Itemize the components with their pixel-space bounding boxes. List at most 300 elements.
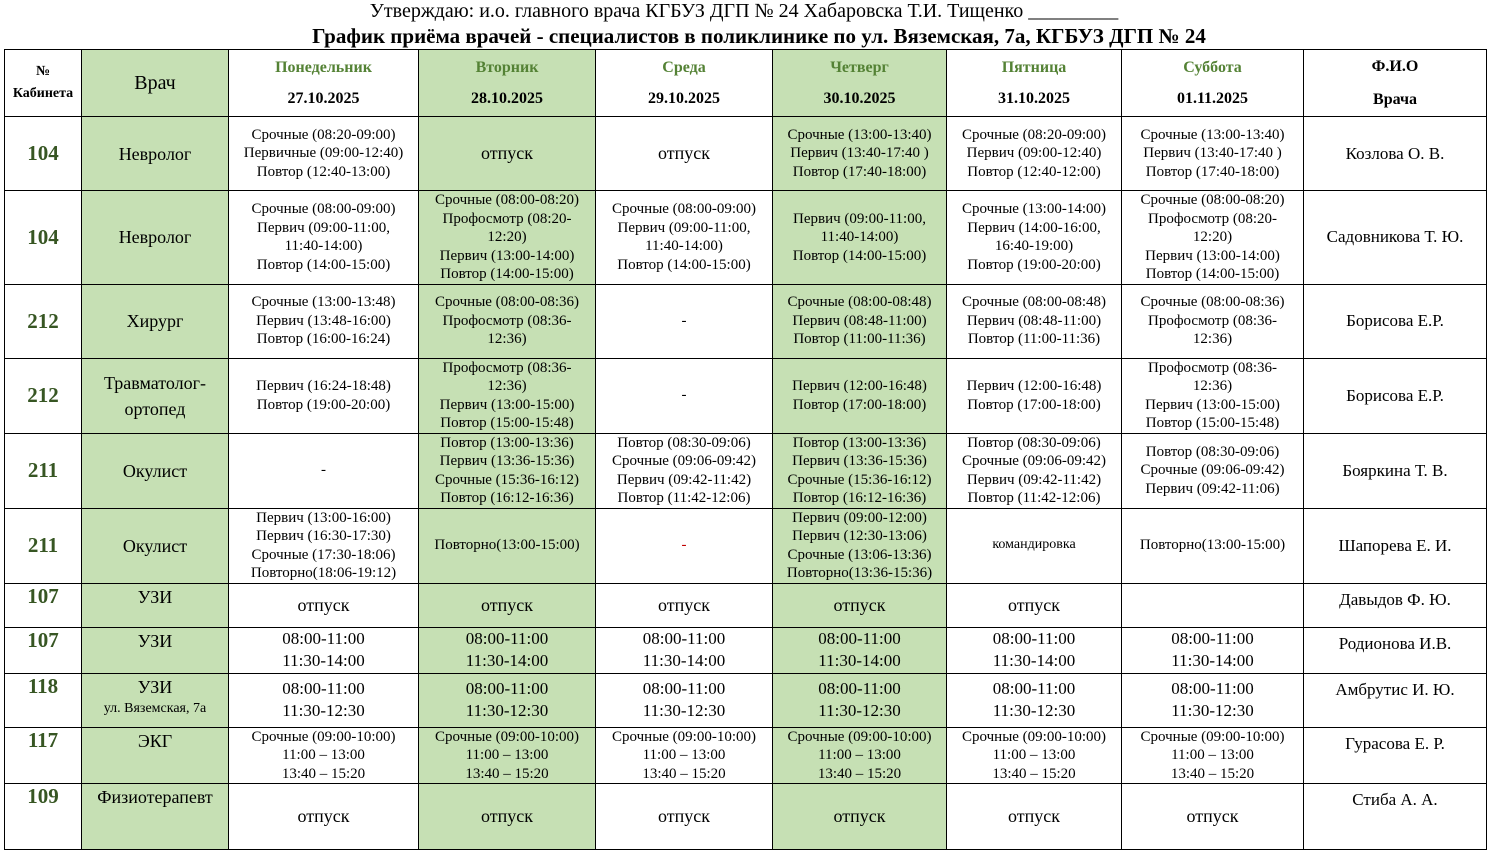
schedule-line: 11:30-12:30 <box>642 701 726 720</box>
schedule-cell <box>947 673 1122 727</box>
schedule-line: Первичные (09:00-12:40) <box>243 145 404 162</box>
schedule-line: Срочные (08:00-08:48) <box>787 294 932 311</box>
schedule-line: Повтор (11:00-11:36) <box>967 331 1101 348</box>
header-day-0 <box>229 50 419 117</box>
schedule-line: 13:40 – 15:20 <box>817 765 902 782</box>
schedule-line: Повторно(13:00-15:00) <box>434 537 580 554</box>
schedule-line: 13:40 – 15:20 <box>1170 765 1255 782</box>
schedule-line: Срочные (08:00-08:20) <box>1140 192 1285 208</box>
schedule-line: Повтор (19:00-20:00) <box>256 396 391 413</box>
schedule-line: отпуск <box>1008 806 1060 827</box>
doctor-fio: Борисова Е.Р. <box>1304 358 1487 433</box>
schedule-cell <box>773 117 947 191</box>
doctor-specialty <box>82 727 229 784</box>
schedule-line: 08:00-11:00 <box>465 679 549 698</box>
schedule-cell <box>1122 191 1304 285</box>
schedule-line: Срочные (08:00-08:36) <box>435 294 579 311</box>
schedule-cell <box>596 784 773 850</box>
specialty-label: Физиотерапевт <box>97 787 213 807</box>
approval-line: Утверждаю: и.о. главного врача КГБУЗ ДГП № 24 Хабаровска Т.И. Тищенко _________ <box>369 0 1119 22</box>
schedule-cell <box>229 583 419 627</box>
schedule-cell <box>947 508 1122 583</box>
doctor-fio: Давыдов Ф. Ю. <box>1304 583 1487 627</box>
doctor-fio: Козлова О. В. <box>1304 117 1487 191</box>
schedule-cell <box>229 117 419 191</box>
schedule-line: Первич (16:24-18:48) <box>256 378 391 394</box>
schedule-cell <box>1122 284 1304 358</box>
schedule-line: Повтор (15:00-15:48) <box>1145 415 1280 431</box>
schedule-line: Срочные (08:00-09:00) <box>251 201 396 218</box>
schedule-line: Повтор (08:30-09:06) <box>617 434 751 451</box>
schedule-line: 11:30-12:30 <box>1171 701 1254 720</box>
doctor-specialty <box>82 583 229 627</box>
schedule-cell <box>229 673 419 727</box>
cabinet-number: 118 <box>5 673 82 727</box>
schedule-line: Срочные (09:06-09:42) <box>1140 462 1285 479</box>
schedule-line: отпуск <box>658 806 710 827</box>
schedule-line: 11:00 – 13:00 <box>642 747 726 763</box>
schedule-line: 08:00-11:00 <box>642 629 726 648</box>
schedule-line: Срочные (15:36-16:12) <box>787 471 932 488</box>
schedule-line: отпуск <box>833 806 886 827</box>
schedule-line: Срочные (08:20-09:00) <box>962 126 1106 143</box>
specialty-label: Хирург <box>126 311 184 331</box>
schedule-line: Повтор (14:00-15:00) <box>792 247 927 264</box>
schedule-cell <box>229 627 419 673</box>
schedule-line: Первич (09:42-11:42) <box>966 471 1102 488</box>
schedule-cell <box>596 358 773 433</box>
header-fio <box>1304 50 1487 117</box>
doctor-specialty <box>82 284 229 358</box>
day-name: Пятница <box>1001 58 1067 76</box>
schedule-cell <box>947 191 1122 285</box>
schedule-cell <box>773 673 947 727</box>
schedule-line: 11:30-12:30 <box>282 701 365 720</box>
schedule-cell <box>596 673 773 727</box>
header-day-2 <box>596 50 773 117</box>
schedule-cell <box>1122 784 1304 850</box>
schedule-cell <box>229 784 419 850</box>
day-date: 28.10.2025 <box>471 89 543 107</box>
doctor-specialty <box>82 358 229 433</box>
schedule-line: - <box>681 387 687 404</box>
header-cabinet-number: № <box>35 64 51 79</box>
schedule-cell <box>596 117 773 191</box>
schedule-line: Первич (09:42-11:42) <box>616 471 752 488</box>
schedule-line: 12:36) <box>487 331 527 348</box>
schedule-line: Срочные (13:00-13:40) <box>787 126 932 143</box>
schedule-line: 11:30-12:30 <box>818 701 901 720</box>
schedule-cell <box>773 583 947 627</box>
schedule-line: - <box>321 462 326 479</box>
schedule-line: 11:30-12:30 <box>465 701 549 720</box>
schedule-line: Повтор (14:00-15:00) <box>440 266 574 282</box>
doctor-fio: Шапорева Е. И. <box>1304 508 1487 583</box>
schedule-line: Срочные (09:00-10:00) <box>1140 728 1285 745</box>
schedule-line: Повтор (17:00-18:00) <box>967 396 1101 413</box>
schedule-line: Повтор (16:00-16:24) <box>256 331 391 348</box>
doctor-fio: Бояркина Т. В. <box>1304 433 1487 508</box>
schedule-line: Профосмотр (08:20- <box>442 210 572 227</box>
schedule-cell <box>229 358 419 433</box>
day-name: Вторник <box>475 58 539 76</box>
schedule-cell <box>947 627 1122 673</box>
schedule-line: Первич (13:40-17:40 ) <box>1143 145 1282 162</box>
specialty-label: Невролог <box>118 143 192 164</box>
schedule-line: Первич (13:48-16:00) <box>256 312 391 329</box>
schedule-line: 08:00-11:00 <box>818 679 901 698</box>
schedule-line: - <box>681 537 687 554</box>
schedule-line: Первич (12:00-16:48) <box>966 378 1102 394</box>
schedule-line: Повтор (17:40-18:00) <box>1145 163 1280 180</box>
schedule-cell <box>419 358 596 433</box>
schedule-line: Первич (14:00-16:00, <box>967 219 1101 236</box>
schedule-line: Первич (09:00-12:00) <box>792 509 927 526</box>
day-date: 27.10.2025 <box>287 89 360 107</box>
schedule-line: Повтор (17:40-18:00) <box>792 163 927 180</box>
schedule-line: командировка <box>992 537 1076 553</box>
cabinet-number: 107 <box>5 627 82 673</box>
day-date: 31.10.2025 <box>998 89 1070 107</box>
cabinet-number: 211 <box>5 433 82 508</box>
schedule-row <box>5 627 1487 673</box>
day-name: Суббота <box>1183 58 1242 76</box>
schedule-line: 11:30-14:00 <box>282 651 365 670</box>
schedule-line: 12:20) <box>487 229 527 245</box>
schedule-line: Повтор (08:30-09:06) <box>1145 443 1280 460</box>
cabinet-number: 104 <box>5 117 82 191</box>
schedule-line: Повтор (13:00-13:36) <box>440 434 574 451</box>
schedule-line: 08:00-11:00 <box>992 679 1076 698</box>
schedule-cell <box>419 508 596 583</box>
header-fio-label: Ф.И.О <box>1371 58 1419 75</box>
schedule-line: Повтор (11:00-11:36) <box>793 331 926 348</box>
schedule-line: 12:36) <box>487 378 527 394</box>
doctor-fio: Гурасова Е. Р. <box>1304 727 1487 784</box>
schedule-row <box>5 673 1487 727</box>
schedule-cell <box>947 583 1122 627</box>
schedule-line: 11:30-14:00 <box>1171 651 1254 670</box>
schedule-line: 11:40-14:00) <box>645 238 723 255</box>
schedule-cell <box>947 433 1122 508</box>
schedule-line: Повтор (17:00-18:00) <box>792 396 927 413</box>
schedule-cell <box>596 433 773 508</box>
doctor-fio: Амбрутис И. Ю. <box>1304 673 1487 727</box>
schedule-cell <box>1122 508 1304 583</box>
schedule-line: 11:30-14:00 <box>992 651 1076 670</box>
schedule-line: Срочные (13:00-14:00) <box>962 201 1106 218</box>
cabinet-number: 212 <box>5 284 82 358</box>
schedule-cell <box>596 508 773 583</box>
schedule-cell <box>1122 627 1304 673</box>
schedule-cell <box>596 284 773 358</box>
schedule-row <box>5 358 1487 433</box>
schedule-line: Первич (13:00-15:00) <box>1145 396 1280 413</box>
specialty-sublabel: ул. Вяземская, 7а <box>103 700 207 716</box>
cabinet-number: 117 <box>5 727 82 784</box>
day-name: Четверг <box>830 58 889 76</box>
schedule-line: 12:36) <box>1192 331 1233 348</box>
schedule-line: 11:00 – 13:00 <box>992 747 1076 763</box>
schedule-line: - <box>681 312 687 329</box>
schedule-line: Повтор (08:30-09:06) <box>967 434 1101 451</box>
schedule-cell <box>596 627 773 673</box>
schedule-table <box>4 49 1487 850</box>
schedule-body <box>5 117 1487 850</box>
schedule-line: отпуск <box>1186 806 1239 827</box>
schedule-line: Повтор (14:00-15:00) <box>617 256 751 273</box>
schedule-cell <box>773 627 947 673</box>
schedule-line: Срочные (17:30-18:06) <box>251 546 396 563</box>
schedule-row <box>5 191 1487 285</box>
schedule-line: Повторно(18:06-19:12) <box>250 565 397 581</box>
schedule-line: Срочные (08:00-08:36) <box>1140 294 1285 311</box>
schedule-line: Повтор (19:00-20:00) <box>967 256 1101 273</box>
schedule-line: 11:00 – 13:00 <box>1171 747 1254 763</box>
schedule-line: Повторно(13:36-15:36) <box>786 565 933 581</box>
schedule-line: 08:00-11:00 <box>282 679 365 698</box>
schedule-line: 11:30-14:00 <box>818 651 901 670</box>
schedule-line: 12:36) <box>1192 378 1233 394</box>
schedule-cell <box>419 284 596 358</box>
schedule-line: 13:40 – 15:20 <box>642 765 726 782</box>
schedule-cell <box>419 191 596 285</box>
schedule-line: отпуск <box>1008 594 1060 615</box>
schedule-line: Срочные (09:06-09:42) <box>612 453 756 469</box>
schedule-line: 08:00-11:00 <box>282 629 365 648</box>
specialty-label: УЗИ <box>137 586 173 607</box>
specialty-label: ЭКГ <box>137 730 173 751</box>
schedule-row <box>5 284 1487 358</box>
schedule-line: Повтор (14:00-15:00) <box>1145 266 1280 282</box>
specialty-label: Невролог <box>118 227 192 248</box>
schedule-line: Срочные (13:06-13:36) <box>787 546 932 563</box>
schedule-line: Первич (16:30-17:30) <box>256 528 391 544</box>
schedule-cell <box>773 191 947 285</box>
schedule-line: Повтор (13:00-13:36) <box>792 434 927 451</box>
schedule-line: Первич (09:42-11:06) <box>1145 480 1280 497</box>
schedule-line: Повтор (11:42-12:06) <box>617 490 751 506</box>
schedule-cell <box>596 727 773 784</box>
schedule-cell <box>947 117 1122 191</box>
schedule-line: Повтор (11:42-12:06) <box>967 490 1101 506</box>
header-doctor: Врач <box>82 50 229 117</box>
schedule-cell <box>419 727 596 784</box>
schedule-line: 11:00 – 13:00 <box>282 747 365 763</box>
schedule-cell <box>1122 673 1304 727</box>
doctor-fio: Борисова Е.Р. <box>1304 284 1487 358</box>
schedule-line: Срочные (09:00-10:00) <box>435 728 579 745</box>
doctor-specialty <box>82 784 229 850</box>
schedule-line: Повторно(13:00-15:00) <box>1139 537 1286 554</box>
schedule-cell <box>419 673 596 727</box>
schedule-line: 08:00-11:00 <box>992 629 1076 648</box>
schedule-row <box>5 433 1487 508</box>
day-date: 29.10.2025 <box>648 89 720 107</box>
schedule-line: Профосмотр (08:20- <box>1147 210 1278 227</box>
schedule-line: Первич (08:48-11:00) <box>792 312 927 329</box>
schedule-line: Первич (09:00-11:00, <box>257 219 390 236</box>
schedule-cell <box>947 784 1122 850</box>
schedule-cell <box>1122 727 1304 784</box>
doctor-fio: Стиба А. А. <box>1304 784 1487 850</box>
schedule-cell <box>947 284 1122 358</box>
schedule-cell <box>773 784 947 850</box>
schedule-line: Повтор (12:40-12:00) <box>967 163 1101 180</box>
schedule-line: Повтор (12:40-13:00) <box>256 163 391 180</box>
header-row <box>5 50 1487 117</box>
schedule-line: отпуск <box>297 806 350 827</box>
schedule-line: отпуск <box>481 806 533 827</box>
schedule-line: Первич (09:00-12:40) <box>966 145 1102 162</box>
cabinet-number: 107 <box>5 583 82 627</box>
doctor-specialty <box>82 433 229 508</box>
schedule-line: 08:00-11:00 <box>465 629 549 648</box>
schedule-line: Профосмотр (08:36- <box>1147 312 1278 329</box>
schedule-line: Первич (13:36-15:36) <box>439 453 575 469</box>
specialty-label: Окулист <box>122 535 188 556</box>
schedule-line: 13:40 – 15:20 <box>992 765 1076 782</box>
schedule-line: Срочные (08:00-08:48) <box>962 294 1106 311</box>
schedule-line: 16:40-19:00) <box>994 238 1074 255</box>
schedule-line: 11:00 – 13:00 <box>465 747 549 763</box>
schedule-line: 11:40-14:00) <box>284 238 363 255</box>
specialty-label: УЗИ <box>137 676 173 697</box>
schedule-line: Первич (12:30-13:06) <box>792 528 927 544</box>
page-title: График приёма врачей - специалистов в поликлинике по ул. Вяземская, 7а, КГБУЗ ДГП № 24 <box>312 24 1206 48</box>
schedule-cell <box>229 727 419 784</box>
schedule-line: Первич (08:48-11:00) <box>966 312 1102 329</box>
schedule-line: отпуск <box>297 594 350 615</box>
schedule-cell <box>1122 117 1304 191</box>
header-day-4 <box>947 50 1122 117</box>
schedule-row <box>5 117 1487 191</box>
schedule-cell <box>773 358 947 433</box>
schedule-line: Срочные (13:00-13:48) <box>251 294 396 311</box>
header-day-1 <box>419 50 596 117</box>
cabinet-number: 109 <box>5 784 82 850</box>
schedule-line: Профосмотр (08:36- <box>1147 359 1278 376</box>
schedule-line: Первич (13:00-16:00) <box>256 509 391 526</box>
schedule-line: Срочные (09:06-09:42) <box>962 453 1106 469</box>
day-date: 30.10.2025 <box>823 89 896 107</box>
schedule-line: Первич (09:00-11:00, <box>793 210 926 227</box>
header-day-5 <box>1122 50 1304 117</box>
schedule-line: Срочные (09:00-10:00) <box>612 728 756 745</box>
schedule-line: Срочные (08:20-09:00) <box>251 126 396 143</box>
schedule-line: Срочные (09:00-10:00) <box>962 728 1106 745</box>
doctor-fio: Садовникова Т. Ю. <box>1304 191 1487 285</box>
schedule-line: Срочные (08:00-08:20) <box>435 192 579 208</box>
doctor-specialty <box>82 191 229 285</box>
day-name: Среда <box>662 58 706 76</box>
header-cabinet <box>5 50 82 117</box>
cabinet-number: 104 <box>5 191 82 285</box>
schedule-cell <box>596 191 773 285</box>
cabinet-number: 212 <box>5 358 82 433</box>
schedule-line: Срочные (09:00-10:00) <box>251 728 396 745</box>
schedule-cell <box>1122 433 1304 508</box>
schedule-line: Профосмотр (08:36- <box>442 312 572 329</box>
schedule-line: Первич (13:00-15:00) <box>439 396 575 413</box>
schedule-line: Срочные (13:00-13:40) <box>1140 126 1285 143</box>
specialty-label: Травматолог-ортопед <box>103 372 207 419</box>
schedule-line: Первич (13:40-17:40 ) <box>790 145 929 162</box>
doctor-specialty <box>82 673 229 727</box>
schedule-cell <box>419 784 596 850</box>
schedule-line: отпуск <box>658 594 710 615</box>
schedule-line: 11:30-14:00 <box>642 651 726 670</box>
schedule-line: Повтор (15:00-15:48) <box>440 415 574 431</box>
schedule-cell <box>773 727 947 784</box>
specialty-label: УЗИ <box>137 630 173 651</box>
schedule-line: 08:00-11:00 <box>1171 629 1254 648</box>
specialty-label: Окулист <box>122 460 188 481</box>
header-cabinet-label: Кабинета <box>12 86 74 101</box>
schedule-cell <box>1122 358 1304 433</box>
schedule-line: 08:00-11:00 <box>1171 679 1254 698</box>
schedule-line: 08:00-11:00 <box>642 679 726 698</box>
schedule-cell <box>419 583 596 627</box>
schedule-line: Первич (13:00-14:00) <box>439 247 575 264</box>
cabinet-number: 211 <box>5 508 82 583</box>
schedule-cell <box>229 284 419 358</box>
doctor-specialty <box>82 508 229 583</box>
schedule-line: 11:30-14:00 <box>465 651 549 670</box>
schedule-row <box>5 727 1487 784</box>
schedule-line: Повтор (14:00-15:00) <box>256 256 391 273</box>
schedule-line: Первич (13:00-14:00) <box>1145 247 1280 264</box>
schedule-line: Срочные (09:00-10:00) <box>787 728 932 745</box>
schedule-line: Срочные (15:36-16:12) <box>435 471 579 488</box>
schedule-line: 11:30-12:30 <box>992 701 1076 720</box>
schedule-line: отпуск <box>481 143 533 164</box>
schedule-line: 11:40-14:00) <box>820 229 899 245</box>
schedule-cell <box>947 727 1122 784</box>
schedule-cell <box>419 117 596 191</box>
schedule-row <box>5 583 1487 627</box>
schedule-line: 13:40 – 15:20 <box>281 765 366 782</box>
schedule-line: Первич (12:00-16:48) <box>792 378 927 394</box>
schedule-cell <box>419 433 596 508</box>
header-fio-sub: Врача <box>1373 91 1417 108</box>
schedule-line: Повтор (16:12-16:36) <box>792 490 927 506</box>
schedule-cell <box>229 433 419 508</box>
schedule-cell <box>773 433 947 508</box>
day-date: 01.11.2025 <box>1176 89 1249 107</box>
schedule-cell <box>1122 583 1304 627</box>
doctor-specialty <box>82 627 229 673</box>
schedule-line: Первич (13:36-15:36) <box>792 453 927 469</box>
schedule-cell <box>773 508 947 583</box>
schedule-line: отпуск <box>658 143 710 164</box>
schedule-line: 08:00-11:00 <box>818 629 901 648</box>
schedule-line: Профосмотр (08:36- <box>442 359 572 376</box>
schedule-line: отпуск <box>833 594 886 615</box>
doctor-fio: Родионова И.В. <box>1304 627 1487 673</box>
schedule-line: Повтор (16:12-16:36) <box>440 490 574 506</box>
header-day-3 <box>773 50 947 117</box>
schedule-line: Первич (09:00-11:00, <box>617 219 751 236</box>
schedule-line: 12:20) <box>1192 229 1233 245</box>
schedule-line: 13:40 – 15:20 <box>465 765 549 782</box>
schedule-cell <box>947 358 1122 433</box>
schedule-cell <box>229 191 419 285</box>
schedule-cell <box>596 583 773 627</box>
schedule-line: отпуск <box>481 594 533 615</box>
schedule-cell <box>229 508 419 583</box>
day-name: Понедельник <box>275 58 372 76</box>
